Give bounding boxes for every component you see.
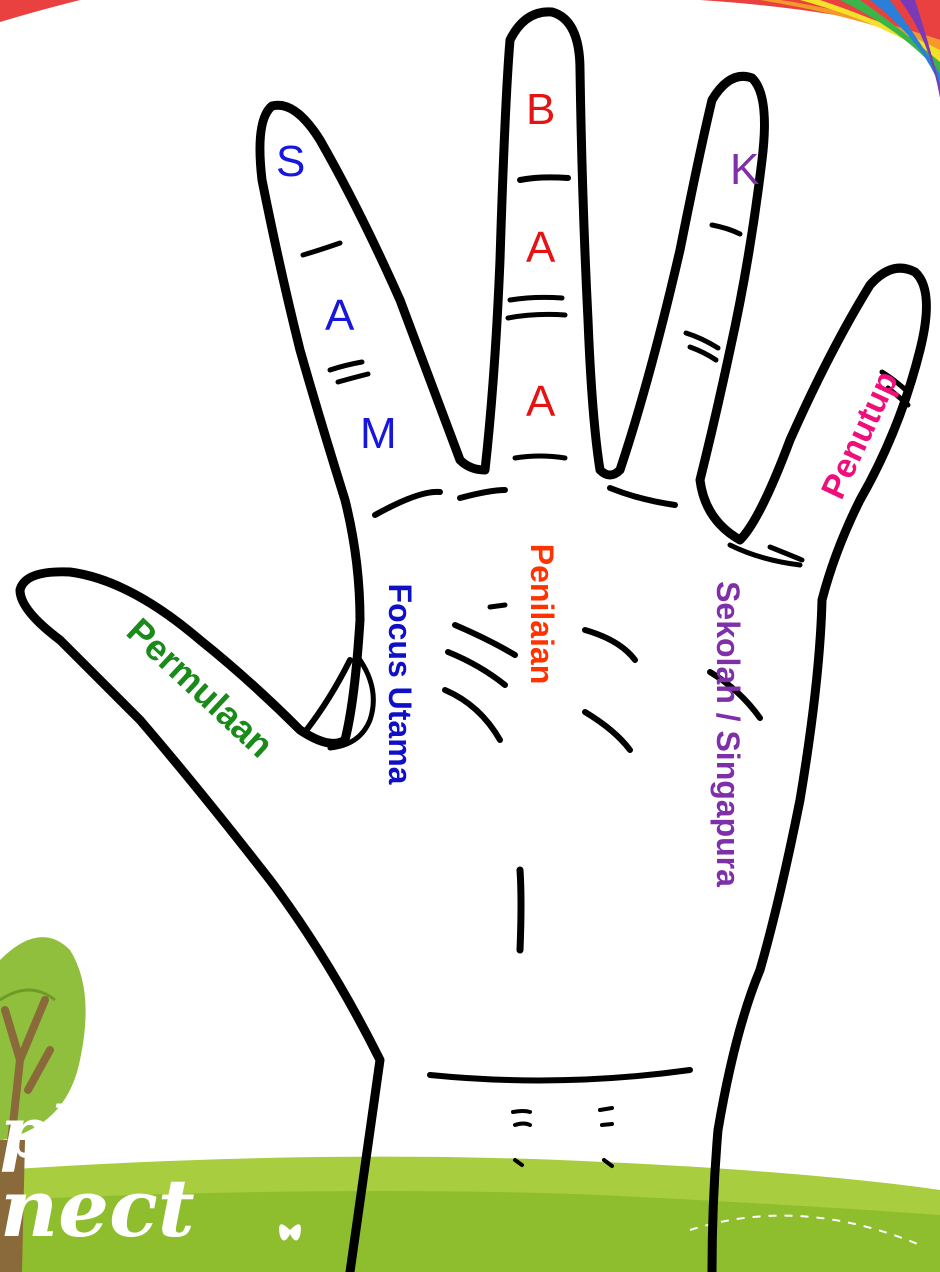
middle-letter-2: A	[526, 223, 556, 272]
decor-text-line2: nect	[0, 1161, 195, 1255]
ring-letter-1: K	[730, 145, 760, 194]
index-letter-3: M	[360, 409, 397, 458]
middle-letter-3: A	[526, 377, 556, 426]
label-permulaan: Permulaan	[119, 609, 282, 766]
label-penilaian: Penilaian	[524, 543, 560, 685]
label-focus-utama: Focus Utama	[382, 583, 418, 785]
rainbow-icon	[0, 0, 940, 98]
label-penutup: Penutup	[814, 365, 906, 505]
decor-text-line1: plore	[0, 1091, 204, 1174]
index-letter-2: A	[325, 291, 355, 340]
middle-letter-1: B	[526, 85, 556, 134]
index-letter-1: S	[276, 137, 306, 186]
label-sekolah-singapura: Sekolah / Singapura	[710, 581, 746, 887]
